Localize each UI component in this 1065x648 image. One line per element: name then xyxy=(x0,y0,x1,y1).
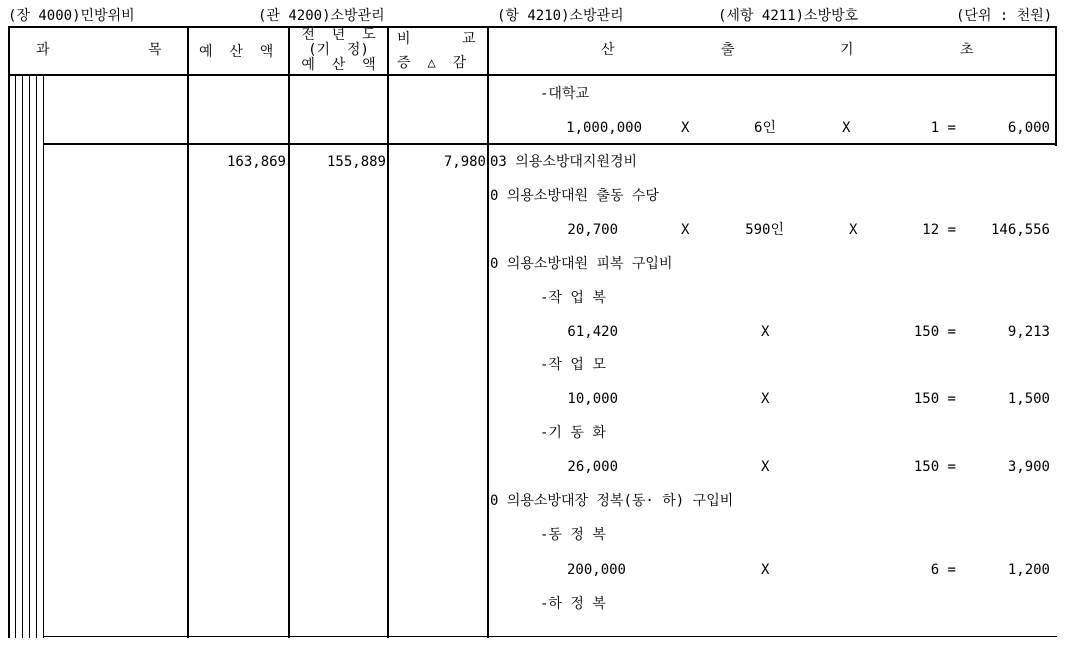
item-label: -작 업 복 xyxy=(540,290,606,306)
header-gwa: 과 xyxy=(36,42,50,58)
calc-multiplier: 150 = xyxy=(913,459,956,475)
col-divider-compare xyxy=(387,26,389,638)
section-divider xyxy=(44,143,1057,145)
item-label: -기 동 화 xyxy=(540,425,606,441)
item-label: -동 정 복 xyxy=(540,527,606,543)
calc-result: 9,213 xyxy=(1007,324,1050,340)
calc-result: 6,000 xyxy=(1007,120,1050,136)
table-bottom-border xyxy=(44,636,1057,637)
calc-times: X xyxy=(842,120,851,136)
budget-amount: 163,869 xyxy=(226,154,286,170)
budget-diff: 7,980 xyxy=(443,154,486,170)
calc-times: X xyxy=(849,222,858,238)
hang-title: (항 4210)소방관리 xyxy=(497,8,624,24)
calc-result: 1,200 xyxy=(1007,562,1050,578)
calc-times: X xyxy=(761,459,770,475)
unit-label: (단위 : 천원) xyxy=(956,8,1053,24)
header-calc-san: 산 xyxy=(601,42,615,58)
category-line xyxy=(43,76,44,638)
calc-persons: 590인 xyxy=(745,222,784,238)
calc-multiplier: 12 = xyxy=(922,222,956,238)
item-label: -작 업 모 xyxy=(540,357,606,373)
item-label: -대학교 xyxy=(540,86,590,102)
header-calc-cho: 초 xyxy=(960,42,974,58)
header-compare-bi: 비 xyxy=(397,31,411,47)
category-line xyxy=(15,76,16,638)
calc-amount: 26,000 xyxy=(567,459,618,475)
calc-times: X xyxy=(761,324,770,340)
calc-amount: 1,000,000 xyxy=(566,120,642,136)
right-border xyxy=(1055,26,1057,146)
subsection-title: 0 의용소방대장 정복(동· 하) 구입비 xyxy=(490,493,734,509)
section-title: 03 의용소방대지원경비 xyxy=(490,154,638,170)
calc-amount: 61,420 xyxy=(567,324,618,340)
calc-multiplier: 1 = xyxy=(930,120,956,136)
calc-times: X xyxy=(681,120,690,136)
subsection-title: 0 의용소방대원 피복 구입비 xyxy=(490,256,673,272)
header-prev-line1: 전 년 도 xyxy=(301,27,376,43)
calc-persons: 6인 xyxy=(754,120,776,136)
header-calc-chul: 출 xyxy=(721,42,735,58)
header-calc-gi: 기 xyxy=(840,42,854,58)
col-divider-prev xyxy=(288,26,290,638)
calc-amount: 10,000 xyxy=(567,391,618,407)
jang-title: (장 4000)민방위비 xyxy=(8,8,135,24)
header-mok: 목 xyxy=(148,42,162,58)
left-border xyxy=(8,26,10,638)
gwan-title: (관 4200)소방관리 xyxy=(258,8,385,24)
header-compare-diff: 증 △ 감 xyxy=(397,55,467,71)
category-line xyxy=(22,76,23,638)
category-line xyxy=(36,76,37,638)
header-prev-line2: (기 정) xyxy=(308,42,369,58)
prev-budget-amount: 155,889 xyxy=(326,154,386,170)
calc-multiplier: 150 = xyxy=(913,324,956,340)
item-label: -하 정 복 xyxy=(540,596,606,612)
table-top-border xyxy=(8,26,1057,28)
calc-multiplier: 150 = xyxy=(913,391,956,407)
calc-times: X xyxy=(761,391,770,407)
sehang-title: (세항 4211)소방방호 xyxy=(718,8,859,24)
calc-result: 3,900 xyxy=(1007,459,1050,475)
calc-amount: 20,700 xyxy=(567,222,618,238)
calc-result: 1,500 xyxy=(1007,391,1050,407)
category-line xyxy=(29,76,30,638)
header-prev-line3: 예 산 액 xyxy=(301,57,376,73)
header-budget: 예 산 액 xyxy=(199,44,274,60)
calc-result: 146,556 xyxy=(990,222,1050,238)
col-divider-calc xyxy=(487,26,489,638)
calc-multiplier: 6 = xyxy=(930,562,956,578)
header-compare-gyo: 교 xyxy=(462,31,476,47)
subsection-title: 0 의용소방대원 출동 수당 xyxy=(490,188,659,204)
col-divider-budget xyxy=(187,26,189,638)
header-bottom-border xyxy=(8,74,1057,76)
calc-amount: 200,000 xyxy=(566,562,626,578)
calc-times: X xyxy=(761,562,770,578)
calc-times: X xyxy=(681,222,690,238)
